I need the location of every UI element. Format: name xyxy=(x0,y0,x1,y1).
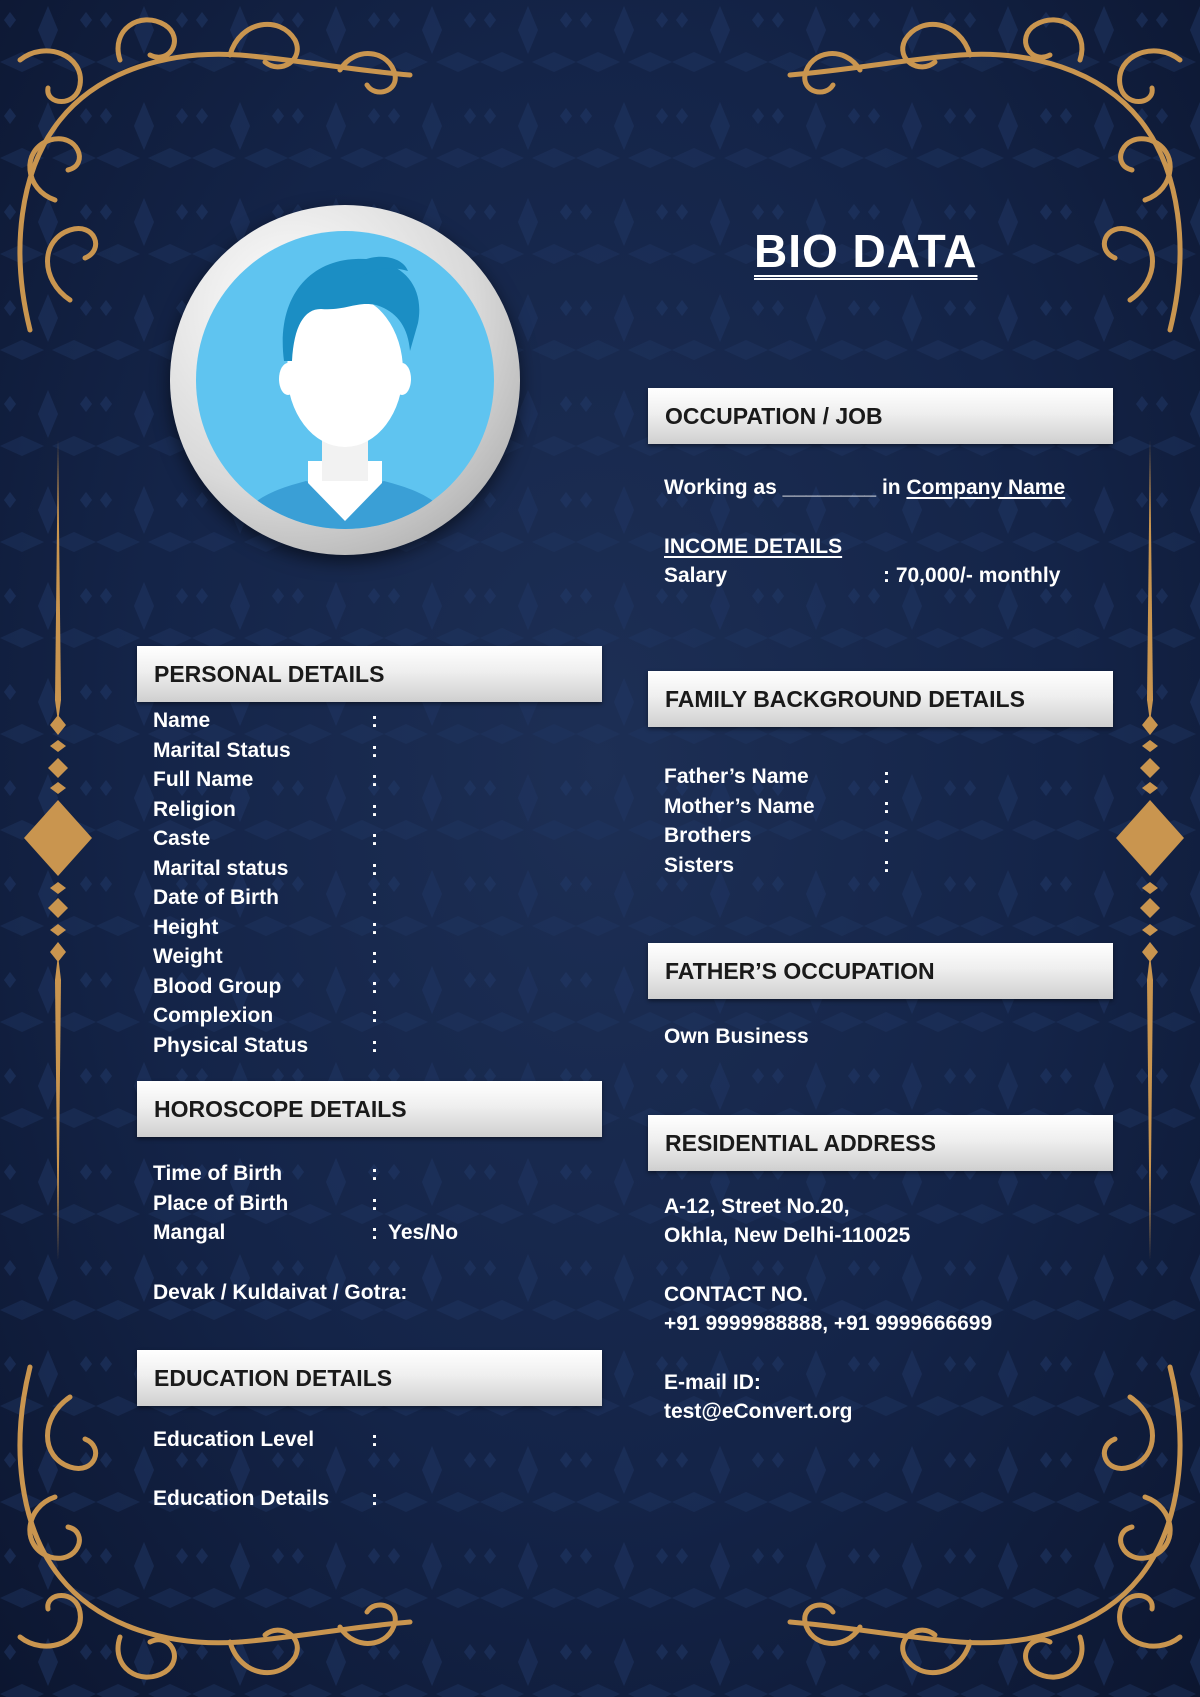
field-sep: : xyxy=(883,853,890,877)
field-sep: : xyxy=(371,1221,378,1244)
field-row xyxy=(153,706,593,736)
field-row xyxy=(153,1484,593,1514)
field-sep: : xyxy=(371,886,378,909)
income-details-heading: INCOME DETAILS xyxy=(664,535,843,558)
address-line-2: Okhla, New Delhi-110025 xyxy=(664,1224,911,1247)
field-label: Education Level xyxy=(153,1428,315,1451)
field-label: Sisters xyxy=(664,853,735,877)
family-background-header: FAMILY BACKGROUND DETAILS xyxy=(648,671,1113,727)
field-label: Weight xyxy=(153,945,223,968)
field-label: Father’s Name xyxy=(664,765,809,788)
field-row xyxy=(153,824,593,854)
horoscope-details-header: HOROSCOPE DETAILS xyxy=(137,1081,602,1137)
job-title-blank: ________ xyxy=(782,476,877,499)
field-sep: : xyxy=(371,1004,378,1027)
field-row xyxy=(664,762,1104,792)
contact-label: CONTACT NO. xyxy=(664,1283,809,1306)
field-row xyxy=(153,1425,593,1484)
male-avatar-icon xyxy=(196,231,494,529)
family-details-list xyxy=(664,762,1104,880)
field-sep: : xyxy=(883,765,890,788)
field-row xyxy=(153,795,593,825)
field-label: Blood Group xyxy=(153,974,282,998)
personal-details-list xyxy=(153,706,593,1060)
field-row xyxy=(153,736,593,766)
field-label: Brothers xyxy=(664,824,752,847)
field-label: Time of Birth xyxy=(153,1162,283,1185)
field-sep: : xyxy=(371,856,378,880)
field-label: Complexion xyxy=(153,1004,274,1027)
field-row xyxy=(153,883,593,913)
field-sep: : xyxy=(371,768,378,791)
field-label: Marital status xyxy=(153,856,289,880)
field-label: Height xyxy=(153,915,219,939)
field-row xyxy=(664,821,1104,851)
field-sep: : xyxy=(371,915,378,939)
company-name: Company Name xyxy=(906,476,1066,499)
profile-photo-frame[interactable] xyxy=(170,205,520,555)
corner-ornament-top-right xyxy=(780,0,1200,340)
field-row xyxy=(153,1159,593,1189)
field-row xyxy=(153,972,593,1002)
field-sep: : xyxy=(371,945,378,968)
field-row xyxy=(153,1031,593,1061)
working-as-line xyxy=(664,473,1065,503)
field-sep: : xyxy=(371,738,378,762)
field-label: Marital Status xyxy=(153,738,291,762)
field-label: Place of Birth xyxy=(153,1191,289,1215)
field-row xyxy=(153,1189,593,1219)
field-row xyxy=(664,792,1104,822)
field-row xyxy=(153,765,593,795)
education-details-list xyxy=(153,1425,593,1514)
field-label: Mother’s Name xyxy=(664,794,815,818)
side-ornament-left xyxy=(20,440,96,1270)
field-sep: : xyxy=(371,1191,378,1215)
field-label: Religion xyxy=(153,797,236,821)
field-row xyxy=(153,1218,593,1248)
field-sep: : xyxy=(883,824,890,847)
gotra-label: Devak / Kuldaivat / Gotra: xyxy=(153,1281,408,1304)
horoscope-details-list xyxy=(153,1159,593,1248)
field-sep: : xyxy=(371,1162,378,1185)
email-label: E-mail ID: xyxy=(664,1371,761,1394)
field-value: Yes/No xyxy=(388,1221,459,1244)
salary-value: : 70,000/- monthly xyxy=(883,564,1061,587)
email-address[interactable]: test@eConvert.org xyxy=(664,1400,853,1423)
address-line-1: A-12, Street No.20, xyxy=(664,1195,850,1218)
field-row xyxy=(153,854,593,884)
field-label: Caste xyxy=(153,827,211,850)
field-sep: : xyxy=(371,709,378,732)
field-label: Full Name xyxy=(153,768,254,791)
corner-ornament-bottom-left xyxy=(0,1357,420,1697)
field-label: Date of Birth xyxy=(153,886,279,909)
field-label: Physical Status xyxy=(153,1033,309,1057)
field-sep: : xyxy=(371,827,378,850)
fathers-occupation-header: FATHER’S OCCUPATION xyxy=(648,943,1113,999)
contact-numbers[interactable]: +91 9999988888, +91 9999666699 xyxy=(664,1312,993,1335)
residential-address-header: RESIDENTIAL ADDRESS xyxy=(648,1115,1113,1171)
salary-label: Salary xyxy=(664,564,728,587)
field-sep: : xyxy=(371,974,378,998)
field-row xyxy=(153,1001,593,1031)
side-ornament-right xyxy=(1112,440,1188,1270)
field-sep: : xyxy=(371,1487,378,1510)
field-label: Education Details xyxy=(153,1487,330,1510)
fathers-occupation-value: Own Business xyxy=(664,1025,809,1048)
in-label: in xyxy=(881,476,901,499)
field-row xyxy=(664,851,1104,881)
field-sep: : xyxy=(371,1428,378,1451)
education-details-header: EDUCATION DETAILS xyxy=(137,1350,602,1406)
field-row xyxy=(153,942,593,972)
field-row xyxy=(153,913,593,943)
field-label: Name xyxy=(153,709,211,732)
personal-details-header: PERSONAL DETAILS xyxy=(137,646,602,702)
field-sep: : xyxy=(371,1033,378,1057)
field-sep: : xyxy=(371,797,378,821)
occupation-header: OCCUPATION / JOB xyxy=(648,388,1113,444)
page-title: BIO DATA xyxy=(754,225,978,277)
working-as-label: Working as xyxy=(664,476,777,499)
field-sep: : xyxy=(883,794,890,818)
field-label: Mangal xyxy=(153,1221,226,1244)
